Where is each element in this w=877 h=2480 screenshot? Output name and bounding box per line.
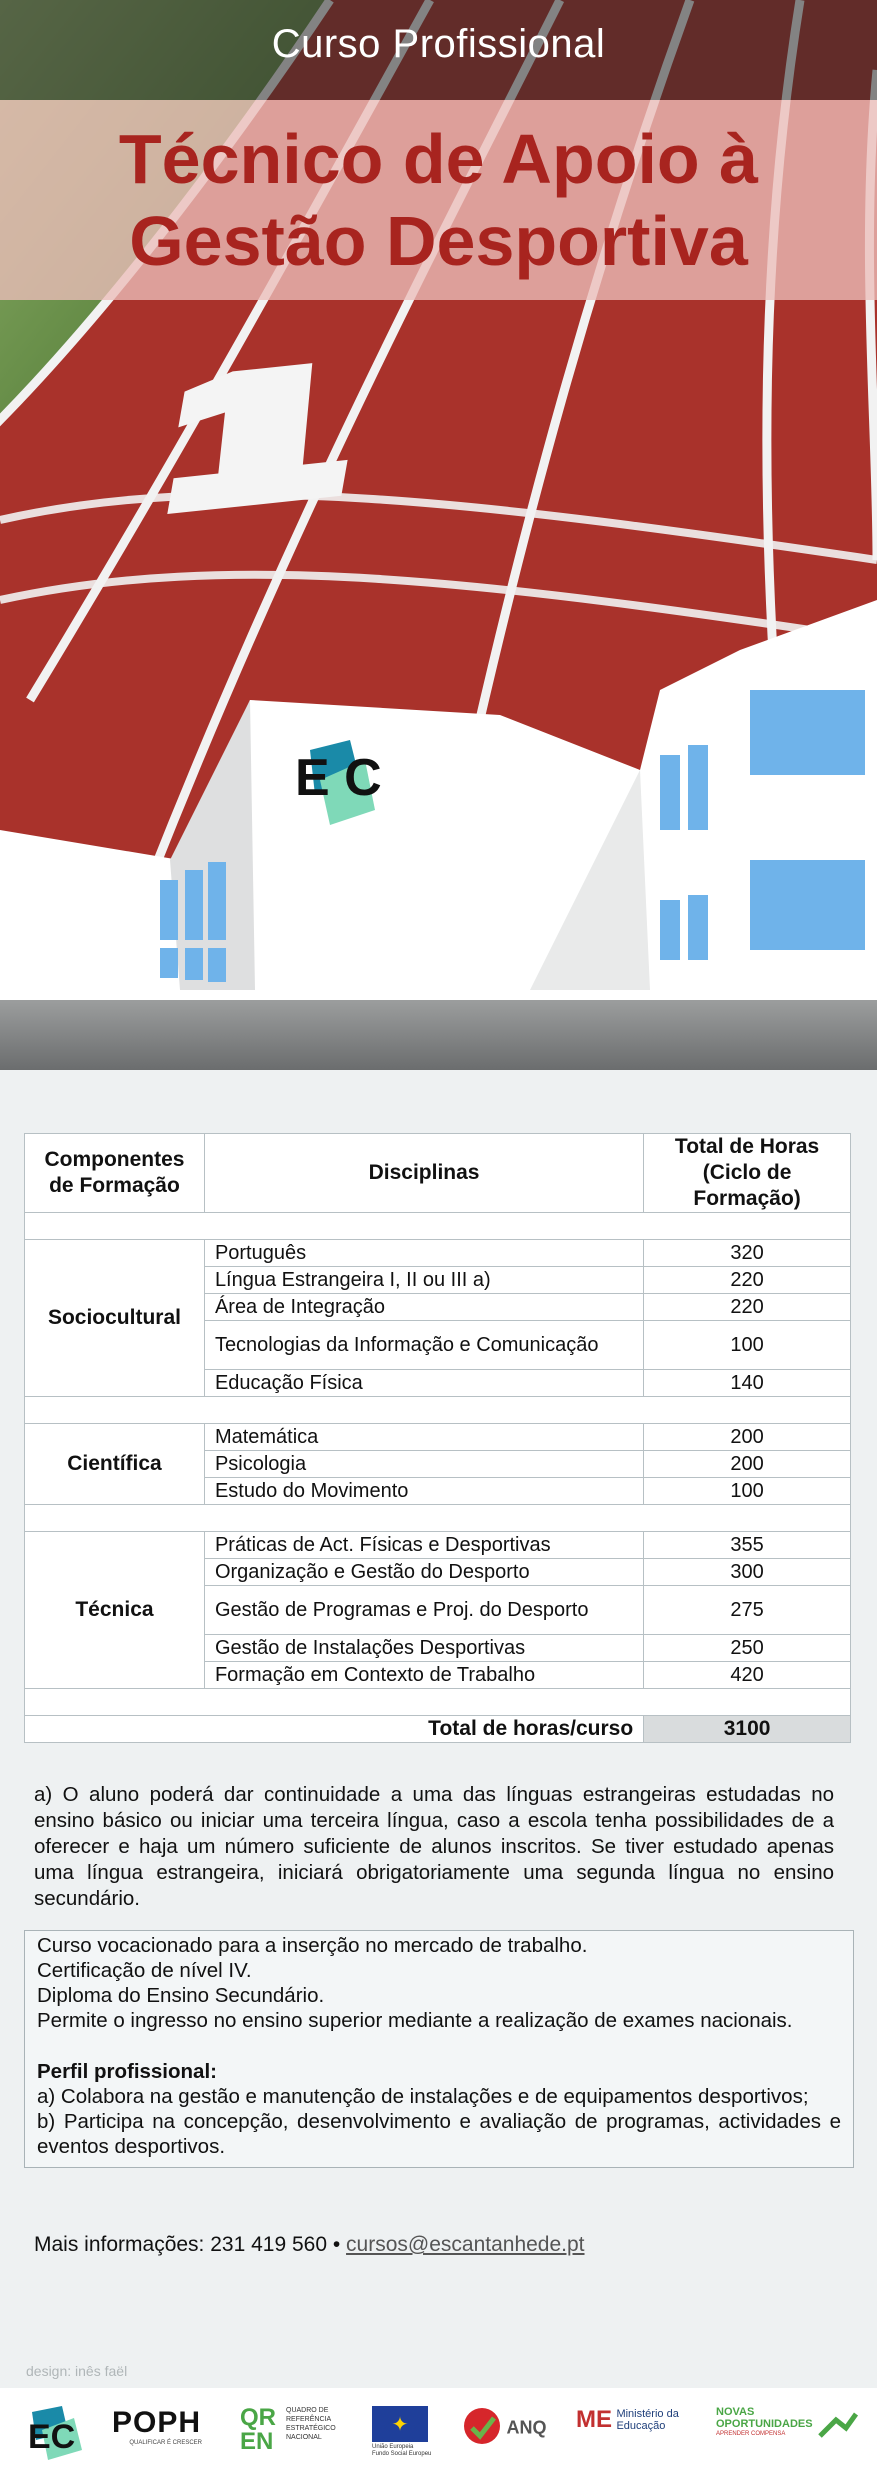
ministerio-educacao-logo: ME Ministério da Educação — [576, 2406, 679, 2433]
me-icon: ME — [576, 2406, 612, 2433]
spacer-row — [25, 1213, 851, 1240]
profile-item: b) Participa na concepção, desenvolvimento e avaliação de programas, actividades e eventos desportivos. — [37, 2110, 841, 2158]
hours-cell: 320 — [644, 1240, 851, 1267]
discipline-cell: Matemática — [204, 1424, 643, 1451]
header-disciplines: Disciplinas — [204, 1134, 643, 1213]
profile-heading: Perfil profissional: — [37, 2060, 217, 2083]
discipline-cell: Práticas de Act. Físicas e Desportivas — [204, 1532, 643, 1559]
hours-cell: 250 — [644, 1635, 851, 1662]
discipline-cell: Gestão de Programas e Proj. do Desporto — [204, 1586, 643, 1635]
total-value: 3100 — [644, 1716, 851, 1743]
hours-cell: 420 — [644, 1662, 851, 1689]
poph-logo: POPH QUALIFICAR É CRESCER — [112, 2406, 202, 2446]
svg-text:EC: EC — [28, 2418, 76, 2456]
curriculum-table — [24, 1133, 851, 1743]
hours-cell: 220 — [644, 1294, 851, 1321]
design-credit: design: inês faël — [26, 2363, 128, 2379]
info-line: Certificação de nível IV. — [37, 1959, 252, 1982]
hours-cell: 355 — [644, 1532, 851, 1559]
table-row — [25, 1532, 851, 1559]
discipline-cell: Psicologia — [204, 1451, 643, 1478]
component-tecnica: Técnica — [25, 1532, 205, 1689]
spacer-row — [25, 1397, 851, 1424]
star-icon: ✦ — [372, 2406, 428, 2442]
anq-icon — [462, 2406, 502, 2450]
discipline-cell: Português — [204, 1240, 643, 1267]
eu-flag-logo: ✦ União Europeia Fundo Social Europeu — [372, 2406, 432, 2462]
info-line: Permite o ingresso no ensino superior mediante a realização de exames nacionais. — [37, 2009, 793, 2032]
page-title — [0, 118, 877, 282]
svg-text:E C: E C — [295, 749, 382, 807]
footnote-a: a) O aluno poderá dar continuidade a uma das línguas estrangeiras estudadas no ensino básico ou iniciar uma terceira língua, caso a escola tenha possibilidades de a oferecer e haja um número suficiente de alunos inscritos. Se tiver estudado apenas uma língua estrangeira, iniciará obrigatoriamente uma segunda língua no ensino secundário. — [34, 1783, 834, 1910]
total-label: Total de horas/curso — [25, 1716, 644, 1743]
hero-image — [0, 0, 877, 1070]
hours-cell: 275 — [644, 1586, 851, 1635]
title-line-1: Técnico de Apoio à — [118, 120, 759, 198]
total-row — [25, 1716, 851, 1743]
hours-cell: 300 — [644, 1559, 851, 1586]
table-row — [25, 1240, 851, 1267]
hours-cell: 200 — [644, 1451, 851, 1478]
course-label: Curso Profissional — [271, 22, 606, 66]
sponsor-logos — [0, 2388, 877, 2480]
arrow-icon — [816, 2410, 860, 2440]
info-line: Curso vocacionado para a inserção no mercado de trabalho. — [37, 1934, 588, 1957]
discipline-cell: Formação em Contexto de Trabalho — [204, 1662, 643, 1689]
novas-oportunidades-logo: NOVAS OPORTUNIDADES APRENDER COMPENSA — [716, 2406, 866, 2462]
discipline-cell: Área de Integração — [204, 1294, 643, 1321]
title-line-2: Gestão Desportiva — [129, 202, 748, 280]
spacer-row — [25, 1505, 851, 1532]
info-line: Diploma do Ensino Secundário. — [37, 1984, 325, 2007]
component-sociocultural: Sociocultural — [25, 1240, 205, 1397]
course-info-box — [24, 1930, 854, 2168]
hours-cell: 220 — [644, 1267, 851, 1294]
contact-email-link[interactable]: cursos@escantanhede.pt — [346, 2233, 585, 2256]
spacer-row — [25, 1689, 851, 1716]
header-components: Componentes de Formação — [25, 1134, 205, 1213]
component-cientifica: Científica — [25, 1424, 205, 1505]
hours-cell: 140 — [644, 1370, 851, 1397]
discipline-cell: Língua Estrangeira I, II ou III a) — [204, 1267, 643, 1294]
contact-line — [34, 2233, 585, 2257]
hours-cell: 100 — [644, 1321, 851, 1370]
profile-item: a) Colabora na gestão e manutenção de instalações e de equipamentos desportivos; — [37, 2085, 809, 2108]
table-header-row — [25, 1134, 851, 1213]
anq-logo: ANQ — [462, 2406, 558, 2462]
hours-cell: 200 — [644, 1424, 851, 1451]
school-logo-small — [24, 2406, 92, 2462]
hours-cell: 100 — [644, 1478, 851, 1505]
header-hours: Total de Horas (Ciclo de Formação) — [644, 1134, 851, 1213]
discipline-cell: Organização e Gestão do Desporto — [204, 1559, 643, 1586]
contact-phone: Mais informações: 231 419 560 • — [34, 2233, 341, 2256]
table-row — [25, 1424, 851, 1451]
discipline-cell: Gestão de Instalações Desportivas — [204, 1635, 643, 1662]
discipline-cell: Estudo do Movimento — [204, 1478, 643, 1505]
qren-logo: QREN QUADRO DE REFERÊNCIA ESTRATÉGICO NACIONAL — [240, 2404, 336, 2455]
discipline-cell: Educação Física — [204, 1370, 643, 1397]
discipline-cell: Tecnologias da Informação e Comunicação — [204, 1321, 643, 1370]
